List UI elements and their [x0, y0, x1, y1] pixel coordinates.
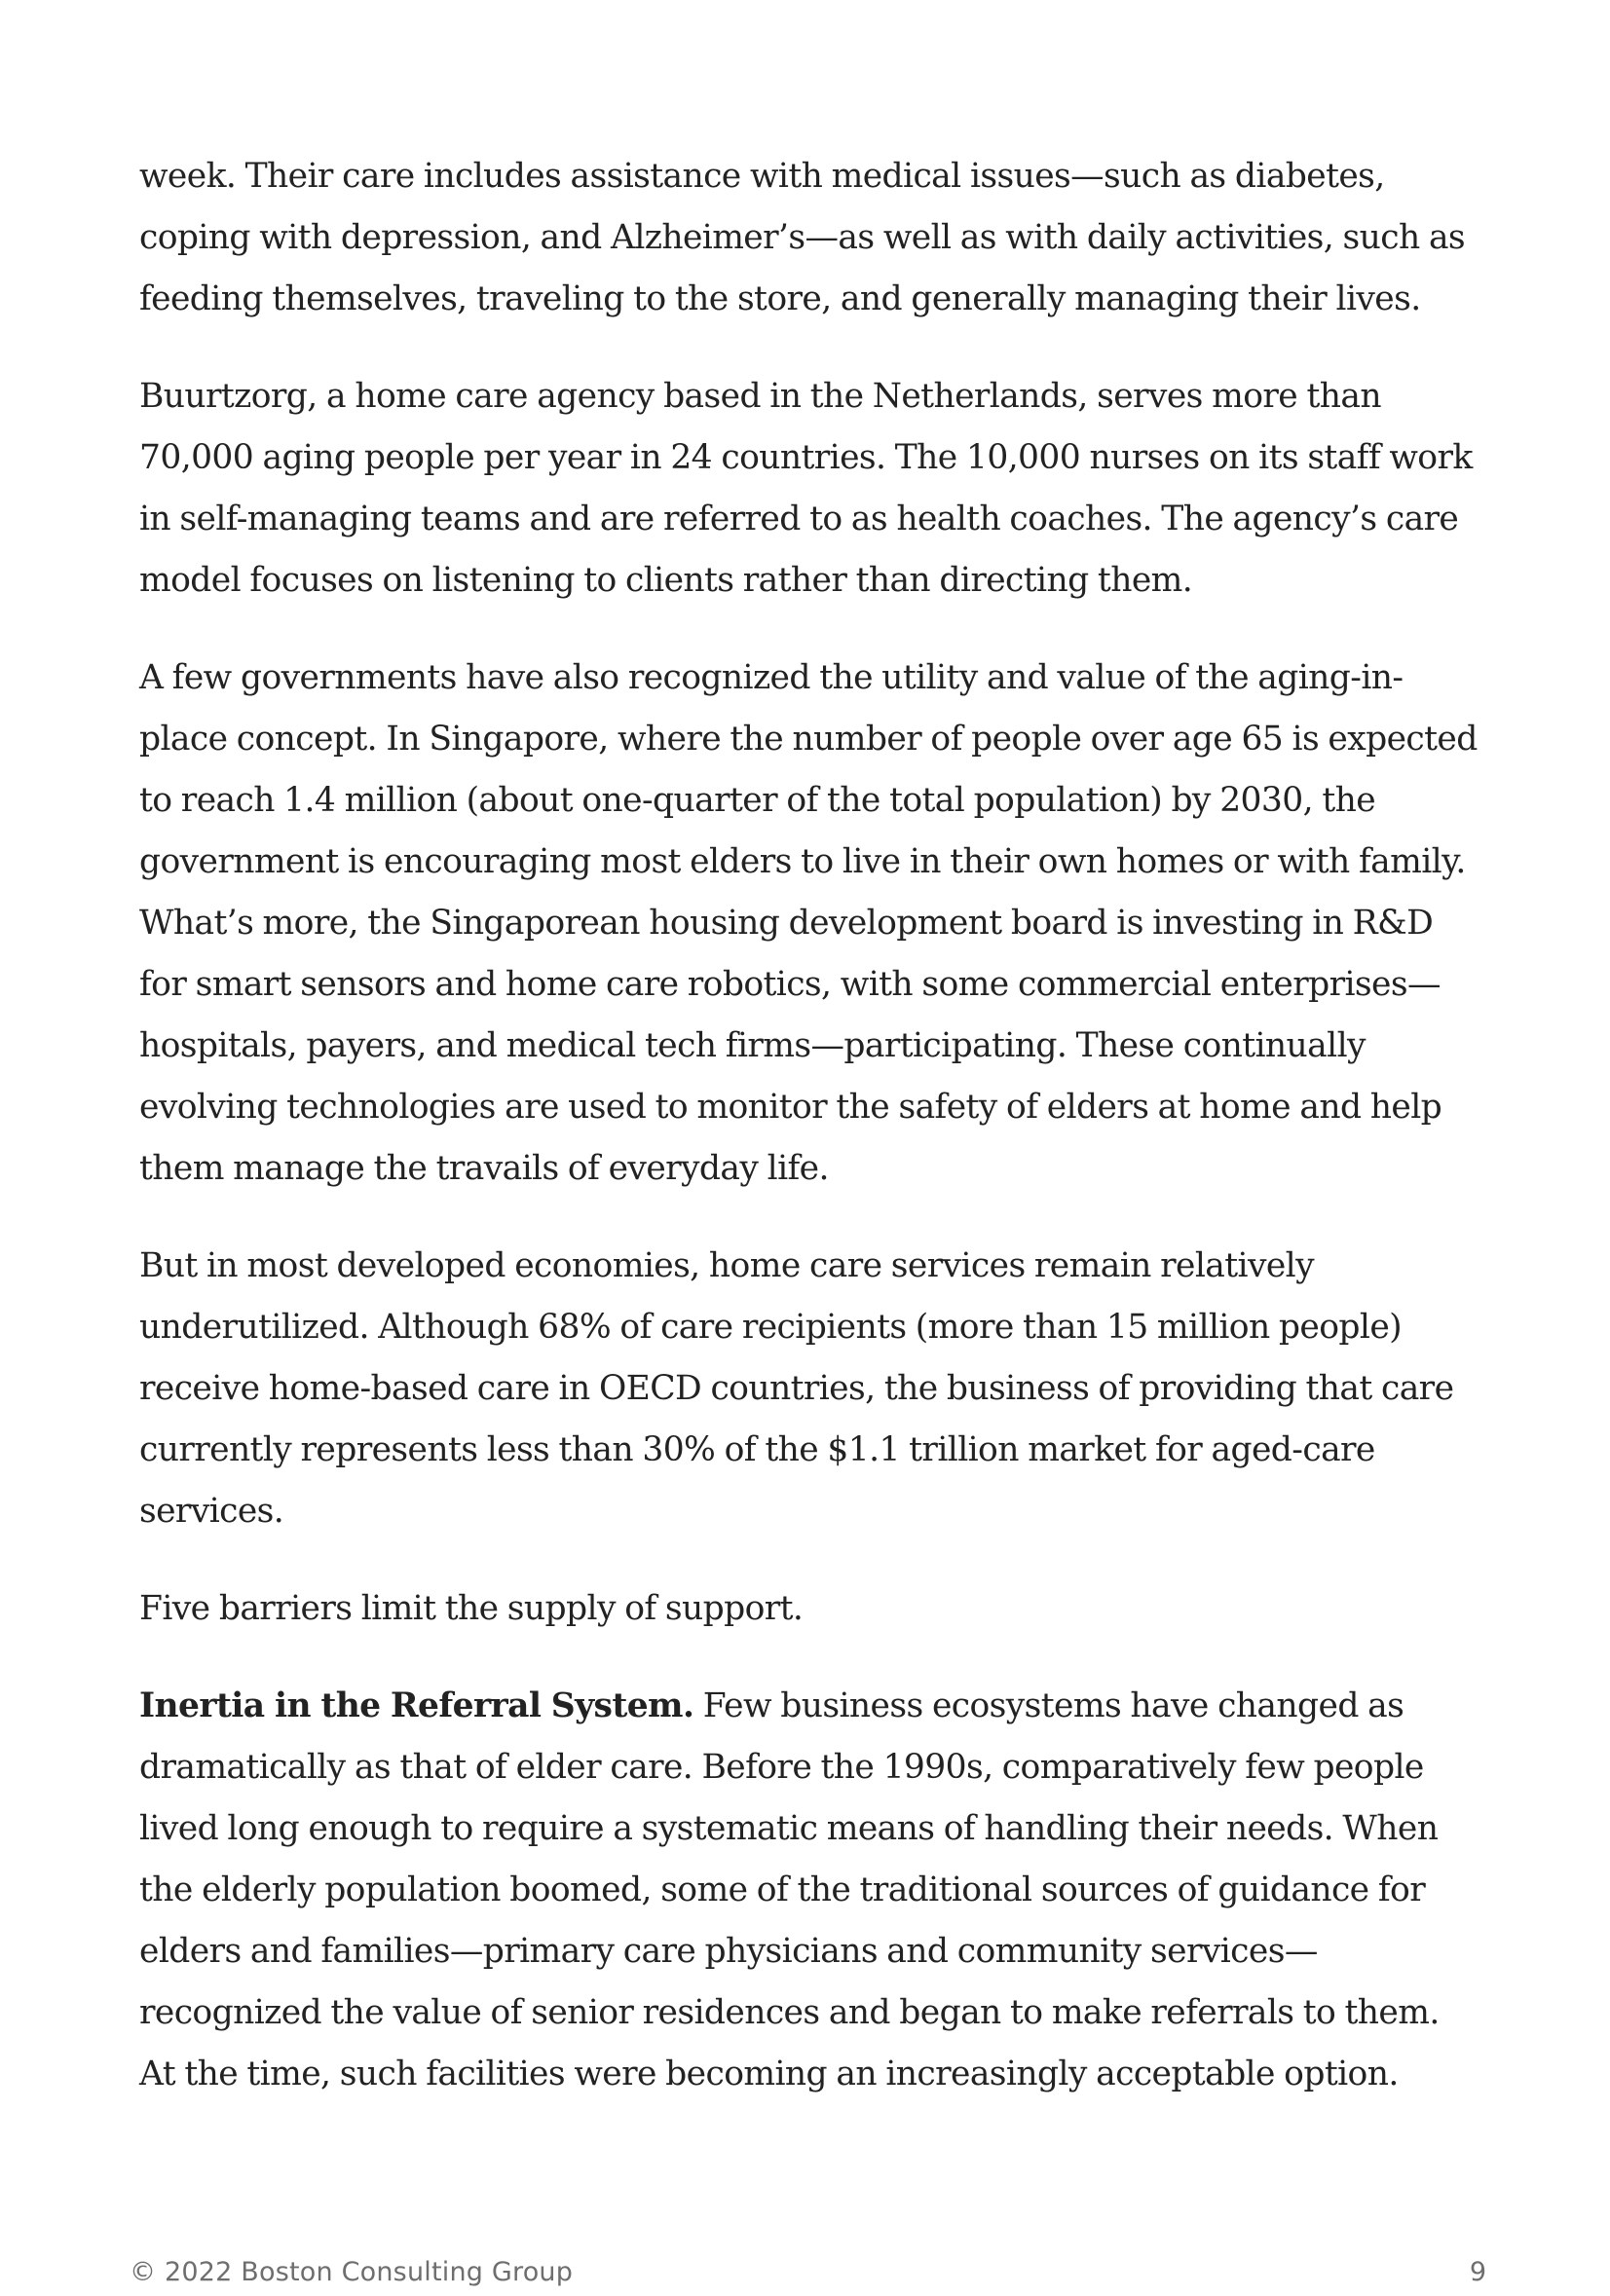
- paragraph-3-text: A few governments have also recognized the utility and value of the aging-in-place concept. In Singapore, where the number of people over age 65 is expected to reach 1.4 million (about one-quarter of the total population) by 2030, the government is encouraging most elders to live in their own homes or with family. What’s more, the Singaporean housing development board is investing in R&D for smart sensors and home care robotics, with some commercial enterprises—hospitals, payers, and medical tech firms—participating. These continually evolving technologies are used to monitor the safety of elders at home and help them manage the travails of everyday life.: [139, 658, 1478, 1188]
- section-lead-heading: Inertia in the Referral System.: [139, 1686, 694, 1725]
- paragraph-2: [139, 366, 1483, 611]
- paragraph-1: [139, 146, 1483, 330]
- paragraph-4: [139, 1236, 1483, 1542]
- paragraph-6: [139, 1676, 1483, 2105]
- paragraph-4-text: But in most developed economies, home care services remain relatively underutilized. Although 68% of care recipients (more than 15 million people) receive home-based care in OECD countries, the business of providing that care currently represents less than 30% of the $1.1 trillion market for aged-care services.: [139, 1246, 1454, 1531]
- body-text: [139, 146, 1483, 2141]
- copyright-notice: © 2022 Boston Consulting Group: [130, 2257, 574, 2287]
- paragraph-6-text: Few business ecosystems have changed as dramatically as that of elder care. Before the 1990s, comparatively few people lived long enough to require a systematic means of handling their needs. When the elderly population boomed, some of the traditional sources of guidance for elders and families—primary care physicians and community services—recognized the value of senior residences and began to make referrals to them. At the time, such facilities were becoming an increasingly acceptable option.: [139, 1686, 1440, 2093]
- paragraph-5: [139, 1578, 1483, 1640]
- page-number: 9: [1469, 2257, 1486, 2287]
- paragraph-2-text: Buurtzorg, a home care agency based in the Netherlands, serves more than 70,000 aging people per year in 24 countries. The 10,000 nurses on its staff work in self-managing teams and are referred to as health coaches. The agency’s care model focuses on listening to clients rather than directing them.: [139, 377, 1473, 600]
- paragraph-3: [139, 648, 1483, 1200]
- page-footer: [0, 2257, 1610, 2296]
- paragraph-5-text: Five barriers limit the supply of support.: [139, 1589, 804, 1628]
- paragraph-1-text: week. Their care includes assistance with medical issues—such as diabetes, coping with depression, and Alzheimer’s—as well as with daily activities, such as feeding themselves, traveling to the store, and generally managing their lives.: [139, 157, 1466, 318]
